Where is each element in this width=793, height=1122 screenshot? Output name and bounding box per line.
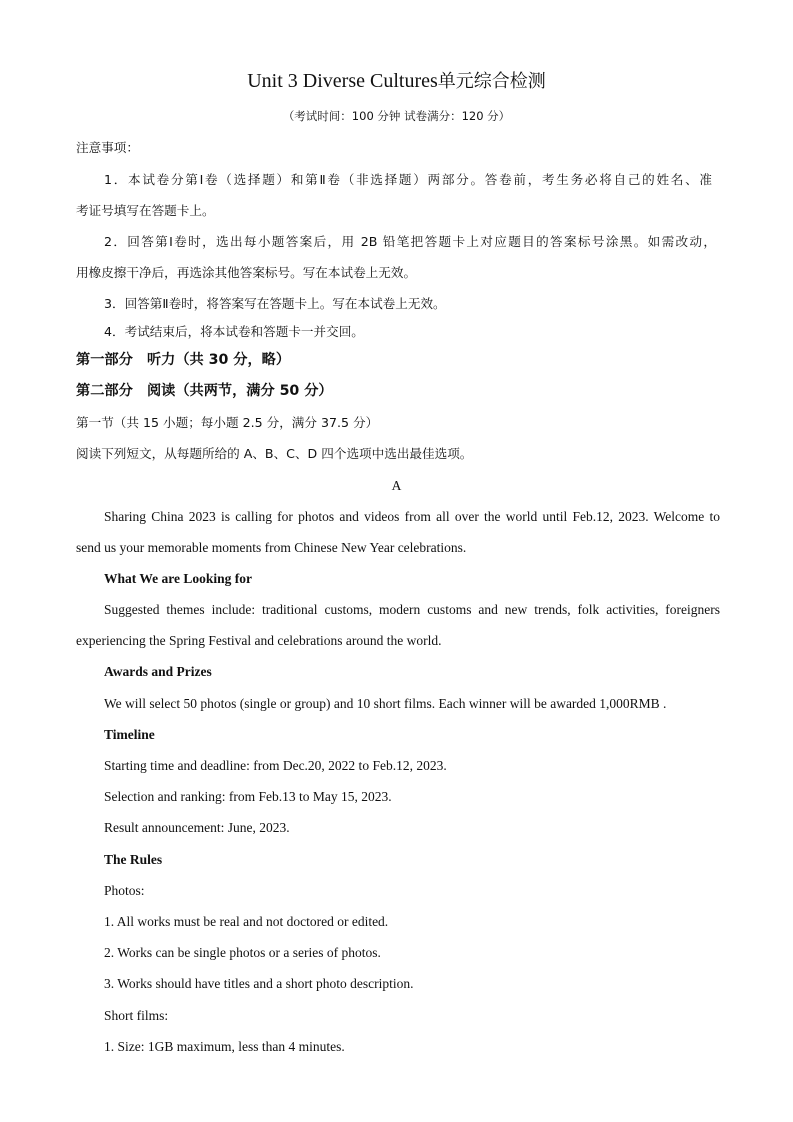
notice-item-2-cont: 用橡皮擦干净后，再选涂其他答案标号。写在本试卷上无效。 <box>76 265 417 280</box>
part1-heading: 第一部分 听力（共 30 分，略） <box>76 352 291 368</box>
heading-timeline: Timeline <box>104 727 155 742</box>
title-chinese: 单元综合检测 <box>437 71 546 92</box>
notice-item-1-cont: 考证号填写在答题卡上。 <box>76 203 215 218</box>
photo-rule-2: 2. Works can be single photos or a series of photos. <box>104 945 381 960</box>
themes-paragraph: Suggested themes include: traditional customs, modern customs and new trends, folk activities, foreigners <box>104 602 720 617</box>
passage-label: A <box>391 478 402 493</box>
photo-rule-1: 1. All works must be real and not doctored or edited. <box>104 914 389 929</box>
heading-looking-for: What We are Looking for <box>104 571 253 586</box>
passage-intro-cont: send us your memorable moments from Chinese New Year celebrations. <box>76 540 467 555</box>
passage-intro: Sharing China 2023 is calling for photos and videos from all over the world until Feb.12, 2023. Welcome to <box>104 509 720 524</box>
short-films-label: Short films: <box>104 1008 169 1023</box>
film-rule-1: 1. Size: 1GB maximum, less than 4 minutes. <box>104 1039 345 1054</box>
themes-paragraph-cont: experiencing the Spring Festival and celebrations around the world. <box>76 633 442 648</box>
heading-awards: Awards and Prizes <box>104 664 212 679</box>
timeline-start: Starting time and deadline: from Dec.20, 2022 to Feb.12, 2023. <box>104 758 447 773</box>
section1-heading: 第一节（共 15 小题；每小题 2.5 分，满分 37.5 分） <box>76 415 379 430</box>
photo-rule-3: 3. Works should have titles and a short photo description. <box>104 976 414 991</box>
heading-rules: The Rules <box>104 852 163 867</box>
notice-heading: 注意事项： <box>76 140 139 155</box>
reading-instruction: 阅读下列短文，从每题所给的 A、B、C、D 四个选项中选出最佳选项。 <box>76 446 473 461</box>
exam-subtitle: （考试时间：100 分钟 试卷满分：120 分） <box>282 109 511 123</box>
notice-item-1: 1．本试卷分第Ⅰ卷（选择题）和第Ⅱ卷（非选择题）两部分。答卷前，考生务必将自己的姓名、准 <box>104 172 712 187</box>
notice-item-3: 3．回答第Ⅱ卷时，将答案写在答题卡上。写在本试卷上无效。 <box>104 296 446 311</box>
page-title <box>0 68 793 95</box>
awards-paragraph: We will select 50 photos (single or group) and 10 short films. Each winner will be awarded 1,000RMB . <box>104 696 667 711</box>
part2-heading: 第二部分 阅读（共两节，满分 50 分） <box>76 383 333 399</box>
timeline-selection: Selection and ranking: from Feb.13 to May 15, 2023. <box>104 789 392 804</box>
notice-item-2: 2．回答第Ⅰ卷时，选出每小题答案后，用 2B 铅笔把答题卡上对应题目的答案标号涂黑。如需改动， <box>104 234 716 249</box>
photos-label: Photos: <box>104 883 145 898</box>
timeline-result: Result announcement: June, 2023. <box>104 820 290 835</box>
title-english: Unit 3 Diverse Cultures <box>247 70 438 92</box>
notice-item-4: 4．考试结束后，将本试卷和答题卡一并交回。 <box>104 324 364 339</box>
